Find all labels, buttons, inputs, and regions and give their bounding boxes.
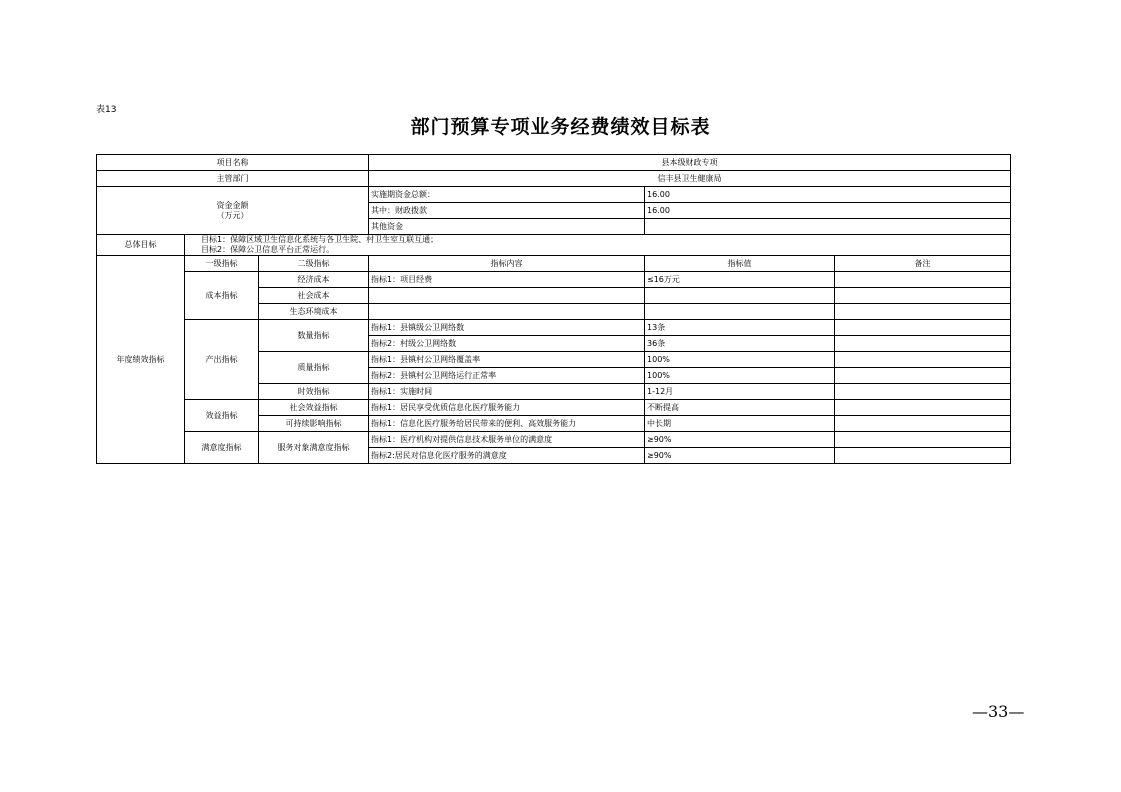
level2-cell: 可持续影响指标 (259, 416, 369, 432)
project-name-label: 项目名称 (97, 155, 369, 171)
overall-goal-line2: 目标2：保障公卫信息平台正常运行。 (201, 245, 335, 254)
level1-cell: 产出指标 (185, 320, 259, 400)
table-row (97, 320, 1011, 336)
level2-cell: 时效指标 (259, 384, 369, 400)
level2-cell: 生态环境成本 (259, 304, 369, 320)
note-cell (835, 304, 1011, 320)
fund-amount-label (97, 187, 369, 235)
document-title: 部门预算专项业务经费绩效目标表 (410, 116, 711, 138)
fund-fiscal-value: 16.00 (645, 203, 1011, 219)
project-name-value: 县本级财政专项 (369, 155, 1011, 171)
value-cell: 1-12月 (645, 384, 835, 400)
value-cell: 不断提高 (645, 400, 835, 416)
overall-goal-line1: 目标1：保障区域卫生信息化系统与各卫生院、村卫生室互联互通； (201, 235, 439, 244)
fund-other-label: 其他资金 (369, 219, 645, 235)
content-cell: 指标2：县镇村公卫网络运行正常率 (369, 368, 645, 384)
note-cell (835, 288, 1011, 304)
level2-cell: 社会效益指标 (259, 400, 369, 416)
value-cell: 13条 (645, 320, 835, 336)
level1-cell: 满意度指标 (185, 432, 259, 464)
table-row (97, 400, 1011, 416)
header-level1: 一级指标 (185, 256, 259, 272)
fund-total-value: 16.00 (645, 187, 1011, 203)
fund-total-label: 实施期资金总额： (369, 187, 645, 203)
value-cell: 100% (645, 352, 835, 368)
table-row (97, 432, 1011, 448)
overall-goal-text (185, 235, 1011, 256)
fund-row (97, 187, 1011, 203)
level2-cell: 数量指标 (259, 320, 369, 352)
level2-cell: 质量指标 (259, 352, 369, 384)
content-cell (369, 304, 645, 320)
table-row (97, 272, 1011, 288)
value-cell: 100% (645, 368, 835, 384)
note-cell (835, 432, 1011, 448)
fund-label-line2: （万元） (216, 210, 249, 220)
content-cell (369, 288, 645, 304)
note-cell (835, 272, 1011, 288)
note-cell (835, 336, 1011, 352)
fund-fiscal-label: 其中：财政拨款 (369, 203, 645, 219)
content-cell: 指标1：居民享受优质信息化医疗服务能力 (369, 400, 645, 416)
note-cell (835, 448, 1011, 464)
content-cell: 指标1：实施时间 (369, 384, 645, 400)
content-cell: 指标1：县镇级公卫网络数 (369, 320, 645, 336)
header-value: 指标值 (645, 256, 835, 272)
project-name-row (97, 155, 1011, 171)
header-level2: 二级指标 (259, 256, 369, 272)
note-cell (835, 400, 1011, 416)
header-content: 指标内容 (369, 256, 645, 272)
content-cell: 指标2：村级公卫网络数 (369, 336, 645, 352)
indicator-header-row (97, 256, 1011, 272)
value-cell (645, 304, 835, 320)
fund-label-line1: 资金金额 (216, 200, 249, 210)
annual-indicator-label: 年度绩效指标 (97, 256, 185, 464)
overall-goal-row (97, 235, 1011, 256)
value-cell: ≥90% (645, 432, 835, 448)
level2-cell: 服务对象满意度指标 (259, 432, 369, 464)
value-cell: ≤16万元 (645, 272, 835, 288)
table-label: 表13 (96, 105, 117, 115)
page-number: —33— (972, 702, 1025, 721)
header-note: 备注 (835, 256, 1011, 272)
content-cell: 指标1：信息化医疗服务给居民带来的便利、高效服务能力 (369, 416, 645, 432)
level2-cell: 社会成本 (259, 288, 369, 304)
level1-cell: 成本指标 (185, 272, 259, 320)
value-cell (645, 288, 835, 304)
overall-goal-label: 总体目标 (97, 235, 185, 256)
department-label: 主管部门 (97, 171, 369, 187)
department-value: 信丰县卫生健康局 (369, 171, 1011, 187)
note-cell (835, 416, 1011, 432)
value-cell: ≥90% (645, 448, 835, 464)
fund-other-value (645, 219, 1011, 235)
level1-cell: 效益指标 (185, 400, 259, 432)
performance-target-table (96, 154, 1011, 464)
note-cell (835, 368, 1011, 384)
note-cell (835, 384, 1011, 400)
note-cell (835, 352, 1011, 368)
department-row (97, 171, 1011, 187)
value-cell: 36条 (645, 336, 835, 352)
content-cell: 指标1：项目经费 (369, 272, 645, 288)
level2-cell: 经济成本 (259, 272, 369, 288)
content-cell: 指标1：县镇村公卫网络覆盖率 (369, 352, 645, 368)
content-cell: 指标1：医疗机构对提供信息技术服务单位的满意度 (369, 432, 645, 448)
note-cell (835, 320, 1011, 336)
value-cell: 中长期 (645, 416, 835, 432)
content-cell: 指标2:居民对信息化医疗服务的满意度 (369, 448, 645, 464)
